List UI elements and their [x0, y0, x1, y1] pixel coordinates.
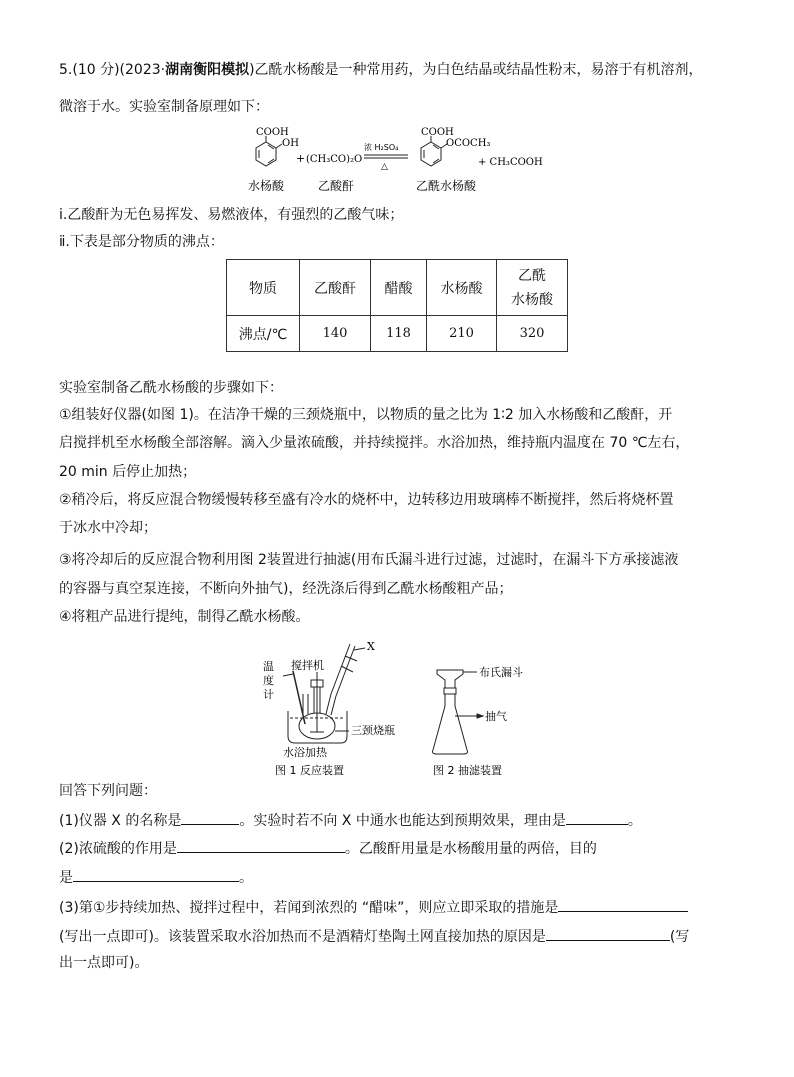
label-thermometer-3: 计: [263, 688, 274, 701]
step-3-line-2: 的容器与真空泵连接，不断向外抽气)，经洗涤后得到乙酰水杨酸粗产品；: [59, 581, 513, 597]
name-aspirin: 乙酰水杨酸: [416, 179, 477, 193]
answer-blank-6[interactable]: [546, 925, 670, 941]
step-1-line-1: ①组装好仪器(如图 1)。在洁净干燥的三颈烧瓶中，以物质的量之比为 1∶2 加入水杨酸和乙酸酐，开: [59, 407, 673, 423]
suction-arrow-icon: [477, 714, 483, 718]
question-2-part-b: 。乙酸酐用量是水杨酸用量的两倍，目的: [344, 841, 597, 857]
table-cell: 320: [497, 316, 568, 352]
step-1-line-2: 启搅拌机至水杨酸全部溶解。滴入少量浓硫酸，并持续搅拌。水浴加热，维持瓶内温度在 70 ℃左右，: [59, 435, 690, 451]
answer-blank-3[interactable]: [177, 837, 345, 853]
question-3-line-2: [59, 925, 689, 947]
acetic-acid-product: + CH₃COOH: [478, 157, 543, 168]
caption-figure-1: 图 1 反应装置: [275, 764, 344, 776]
question-3-line-3: 出一点即可)。: [59, 955, 149, 971]
label-thermometer-2: 度: [263, 674, 274, 687]
plus-sign-1: +: [296, 152, 306, 165]
step-2-line-1: ②稍冷后，将反应混合物缓慢转移至盛有冷水的烧杯中，边转移边用玻璃棒不断搅拌，然后将烧杯置: [59, 492, 674, 508]
question-2-part-a: (2)浓硫酸的作用是: [59, 841, 177, 857]
question-3-part-c: (写: [669, 929, 690, 945]
salicylic-oh: OH: [282, 138, 299, 149]
name-acetic-anhydride: 乙酸酐: [318, 179, 355, 193]
aspirin-ococh3: OCOCH₃: [446, 138, 491, 149]
step-4: ④将粗产品进行提纯，制得乙酰水杨酸。: [59, 609, 310, 625]
acetic-anhydride-formula: (CH₃CO)₂O: [306, 154, 363, 165]
table-cell: 140: [300, 316, 371, 352]
question-3-part-b: (写出一点即可)。该装置采取水浴加热而不是酒精灯垫陶土网直接加热的原因是: [59, 929, 546, 945]
question-2-part-d: 。: [239, 870, 253, 886]
note-i: ⅰ.乙酸酐为无色易挥发、易燃液体，有强烈的乙酸气味；: [59, 207, 404, 223]
table-header-aspirin: [497, 260, 568, 316]
aspirin-cooh: COOH: [421, 127, 454, 138]
question-line-1: [59, 60, 703, 80]
question-line-2: 微溶于水。实验室制备原理如下：: [59, 99, 269, 115]
step-2-line-2: 于冰水中冷却；: [59, 520, 157, 536]
note-ii: ⅱ.下表是部分物质的沸点：: [59, 234, 224, 250]
reaction-arrow: [364, 155, 408, 158]
question-2-line-1: [59, 837, 597, 859]
caption-figure-2: 图 2 抽滤装置: [433, 764, 502, 776]
apparatus-figure: [255, 636, 545, 776]
boiling-point-table: [226, 259, 568, 352]
reaction-scheme: [236, 120, 556, 198]
table-header-substance: 物质: [227, 260, 300, 316]
label-suction: 抽气: [485, 710, 507, 723]
salicylic-acid-structure: [256, 136, 282, 166]
label-buchner-funnel: 布氏漏斗: [479, 666, 523, 679]
questions-intro: 回答下列问题：: [59, 783, 157, 799]
question-1-part-b: 。实验时若不向 X 中通水也能达到预期效果，理由是: [239, 813, 566, 829]
question-2-line-2: [59, 866, 253, 888]
step-3-line-1: ③将冷却后的反应混合物利用图 2装置进行抽滤(用布氏漏斗进行过滤，过滤时，在漏斗下方承接滤液: [59, 552, 679, 568]
answer-blank-1[interactable]: [181, 809, 239, 825]
question-3-part-a: (3)第①步持续加热、搅拌过程中，若闻到浓烈的 “醋味”，则应立即采取的措施是: [59, 900, 559, 916]
table-row-label: 沸点/℃: [227, 316, 300, 352]
label-stirrer: 搅拌机: [291, 659, 324, 672]
question-1: [59, 809, 642, 831]
question-3-line-1: [59, 896, 688, 918]
label-x: X: [367, 640, 375, 653]
step-1-line-3: 20 min 后停止加热；: [59, 464, 197, 480]
table-cell: 210: [427, 316, 497, 352]
table-header-aspirin-line2: 水杨酸: [511, 291, 553, 308]
arrow-x: [354, 648, 365, 650]
table-header-aspirin-line1: 乙酰: [518, 267, 546, 284]
question-2-part-c: 是: [59, 870, 73, 886]
label-water-bath: 水浴加热: [283, 746, 327, 759]
question-number: 5.(10 分)(2023·: [59, 62, 166, 78]
name-salicylic-acid: 水杨酸: [248, 179, 285, 193]
question-intro: )乙酰水杨酸是一种常用药，为白色结晶或结晶性粉末，易溶于有机溶剂，: [249, 62, 703, 78]
aspirin-structure: [421, 136, 447, 166]
table-header-acetic-acid: 醋酸: [371, 260, 427, 316]
label-thermometer-1: 温: [263, 660, 274, 673]
question-source: 湖南衡阳模拟: [165, 62, 250, 78]
answer-blank-4[interactable]: [73, 866, 239, 882]
question-1-part-a: (1)仪器 X 的名称是: [59, 813, 182, 829]
label-three-neck-flask: 三颈烧瓶: [351, 724, 395, 737]
question-1-part-c: 。: [627, 813, 642, 829]
table-header-acetic-anhydride: 乙酸酐: [300, 260, 371, 316]
answer-blank-5[interactable]: [558, 896, 688, 912]
answer-blank-2[interactable]: [566, 809, 628, 825]
reaction-condition-top: 浓 H₂SO₄: [364, 143, 399, 152]
reaction-condition-bottom: △: [381, 162, 388, 172]
salicylic-cooh: COOH: [256, 127, 289, 138]
table-header-salicylic-acid: 水杨酸: [427, 260, 497, 316]
table-cell: 118: [371, 316, 427, 352]
steps-intro: 实验室制备乙酰水杨酸的步骤如下：: [59, 380, 283, 396]
filtration-apparatus: [433, 670, 478, 754]
